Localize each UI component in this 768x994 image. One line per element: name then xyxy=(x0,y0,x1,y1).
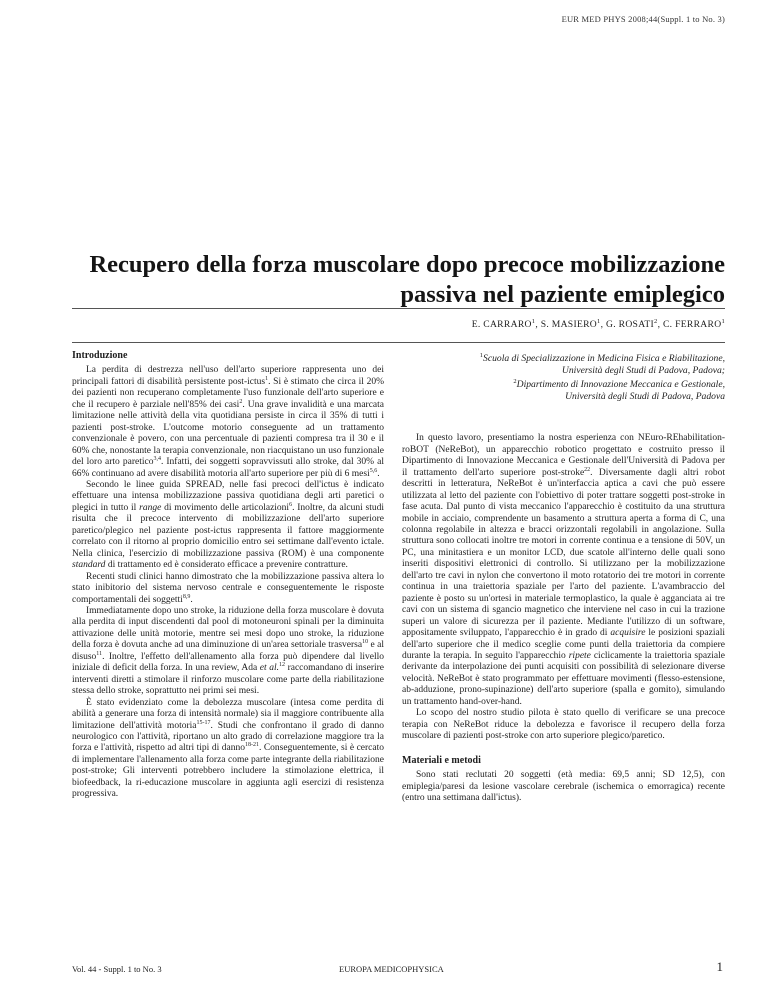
title-line-1: Recupero della forza muscolare dopo precoce mobilizzazione xyxy=(89,251,725,278)
affiliation-line: $^2$Dipartimento di Innovazione Meccanica e Gestionale, xyxy=(513,378,725,391)
body-text xyxy=(402,433,725,742)
paragraph: È stato evidenziato come la debolezza muscolare (intesa come perdita di abilità a generare una forza di intensità normale) sia il maggiore contribuente alla limitazione dell'attività motoria$^{15-17}$. Studi che confrontano il grado di danno neurologico con l'attività, riportano un alto grado di correlazione maggiore tra la forza e l'attività, rispetto ad altri tipi di danno$^{18-21}$. Conseguentemente, si è cercato di implementare l'allenamento alla forza come parte integrante della riabilitazione post-stroke; Gli interventi potrebbero includere la stimolazione elettrica, il biofeedback, la ri-educazione muscolare in aggiunta agli esercizi di resistenza progressiva. xyxy=(72,697,384,800)
author-name: E. CARRARO xyxy=(471,319,532,330)
footer-volume: Vol. 44 - Suppl. 1 to No. 3 xyxy=(72,964,162,974)
article-title xyxy=(60,250,725,310)
author-name: S. MASIERO xyxy=(540,319,598,330)
author-name: C. FERRARO xyxy=(662,319,722,330)
intro-heading: Introduzione xyxy=(72,350,128,361)
rule-bottom xyxy=(72,342,725,343)
affiliations xyxy=(402,350,725,402)
author-list: E. CARRARO$^1$, S. MASIERO$^1$, G. ROSATI$^2$, C. FERRARO$^1$ xyxy=(471,317,725,330)
affiliation-line: Università degli Studi di Padova, Padova xyxy=(565,390,725,402)
affiliation-line: $^1$Scuola di Specializzazione in Medicina Fisica e Riabilitazione, xyxy=(479,352,725,365)
paragraph: Immediatamente dopo uno stroke, la riduzione della forza muscolare è dovuta alla perdita di input discendenti dal pool di motoneuroni spinali per la diminuita attivazione delle unità motorie, mentre sei mesi dopo uno stroke, la riduzione della forza è dovuta anche ad una diminuzione di un'area settoriale trasversa$^{10}$ e al disuso$^{11}$. Inoltre, l'effetto dell'allenamento alla forza può dipendere dal livello iniziale di deficit della forza. In una review, Ada et al.$^{12}$ raccomandano di inserire interventi diretti a stimolare il rinforzo muscolare come parte della riabilitazione stessa dello stroke, soprattutto nei primi sei mesi. xyxy=(72,605,385,697)
paragraph: Recenti studi clinici hanno dimostrato che la mobilizzazione passiva altera lo stato inibitorio del sistema nervoso centrale e conseguentemente le risposte comportamentali dei soggetti$^{8,9}$. xyxy=(72,571,384,605)
paragraph: Secondo le linee guida SPREAD, nelle fasi precoci dell'ictus è indicato effettuare una intensa mobilizzazione passiva quotidiana degli arti paretici o plegici in tutto il range di movimento delle articolazioni$^6$. Inoltre, da alcuni studi risulta che il precoce intervento di mobilizzazione dell'arto superiore paretico/plegico nel paziente post-ictus rappresenta il fattore maggiormente correlato con il ritorno al proprio domicilio entro sei settimane dall'evento ictale. Nella clinica, l'esercizio di mobilizzazione passiva (ROM) è una componente standard di trattamento ed è considerato efficace a prevenire contratture. xyxy=(72,479,384,571)
running-head: EUR MED PHYS 2008;44(Suppl. 1 to No. 3) xyxy=(561,14,725,24)
paragraph: In questo lavoro, presentiamo la nostra esperienza con NEuro-REhabilitation-roBOT (NeReBot), un apparecchio robotico progettato e costruito presso il Dipartimento di Innovazione Meccanica e Gestionale dell'Università di Padova per il trattamento dell'arto superiore post-stroke$^{22}$. Diversamente dagli altri robot descritti in letteratura, NeReBot è un'interfaccia aptica a cavi che può essere utilizzata al letto del paziente con l'obiettivo di poter trattare soggetti post-stroke in fase acuta. Dal punto di vista meccanico l'apparecchio è costituito da una struttura mobile in acciaio, comprendente un basamento a struttura aperta a forma di C, una colonna regolabile in altezza e bracci orizzontali regolabili in angolazione. Sulla struttura sono collocati inoltre tre motori in corrente continua e a tensione di 50V, un PC, una minitastiera e un monitor LCD, due scatole all'interno delle quali sono inseriti dispositivi elettronici di controllo. Si utilizzano per la mobilizzazione dell'arto tre cavi in nylon che convertono il moto rotatorio dei tre motori in corrente continua in una traiettoria spaziale per l'arto del paziente. L'avambraccio del paziente è posto su un'ortesi in materiale termoplastico, la quale è agganciata ai tre cavi con un sistema di sgancio magnetico che interviene nel caso in cui la trazione superi un valore di sicurezza per il paziente. Mediante l'utilizzo di un software, appositamente sviluppato, l'apparecchio è in grado di acquisire le posizioni spaziali dell'arto superiore che il medico sceglie come punti della traiettoria da compiere durante la terapia. In seguito l'apparecchio ripete ciclicamente la traiettoria spaziale derivante da interpolazione dei punti acquisiti con possibilità di selezionare diverse velocità. NeReBot è stato programmato per effettuare movimenti (flesso-estensione, ab-adduzione, prono-supinazione) dell'arto superiore (spalla e gomito), simulando un trattamento hand-over-hand. xyxy=(402,433,725,707)
affiliation-line: Università degli Studi di Padova, Padova; xyxy=(561,364,725,376)
footer-journal: EUROPA MEDICOPHYSICA xyxy=(339,964,444,974)
page-number: 1 xyxy=(716,959,723,974)
left-column xyxy=(72,350,384,801)
paragraph: La perdita di destrezza nell'uso dell'arto superiore rappresenta uno dei principali fattori di disabilità persistente post-ictus$^1$. Si è stimato che circa il 20% dei pazienti non recuperano completamente l'uso funzionale dell'arto superiore e che il recupero è parziale nell'85% dei casi$^2$. Una grave invalidità e una marcata limitazione nelle attività della vita quotidiana persiste in circa il 35% di tutti i pazienti post-stroke. L'outcome motorio conseguente ad un trattamento convenzionale è povero, con una percentuale di pazienti compresa tra il 30 e il 60% che, nonostante la terapia convenzionale, non riacquistano un uso funzionale del loro arto paretico$^{3,4}$. Infatti, dei soggetti sopravvissuti allo stroke, dal 30% al 66% continuano ad avere disabilità motoria all'arto superiore per più di 6 mesi$^{5,6}$. xyxy=(72,365,384,479)
author-name: G. ROSATI xyxy=(606,319,655,330)
author-affiliation-mark: 1 xyxy=(531,317,536,325)
author-affiliation-mark: 2 xyxy=(654,317,658,325)
author-affiliation-mark: 1 xyxy=(597,317,601,325)
rule-top xyxy=(72,308,725,309)
paragraph: Sono stati reclutati 20 soggetti (età media: 69,5 anni; SD 12,5), con emiplegia/paresi da lesione vascolare cerebrale (ischemica o emorragica) recente (entro una settimana dall'ictus). xyxy=(402,770,725,803)
methods-heading: Materiali e metodi xyxy=(402,754,481,766)
paragraph: Lo scopo del nostro studio pilota è stato quello di verificare se una precoce terapia con NeReBot riduce la debolezza e favorisce il recupero della forza muscolare di pazienti post-stroke con arto superiore plegico/paretico. xyxy=(402,708,725,742)
author-affiliation-mark: 1 xyxy=(721,317,725,325)
title-line-2: passiva nel paziente emiplegico xyxy=(400,281,725,308)
right-column xyxy=(402,350,725,804)
